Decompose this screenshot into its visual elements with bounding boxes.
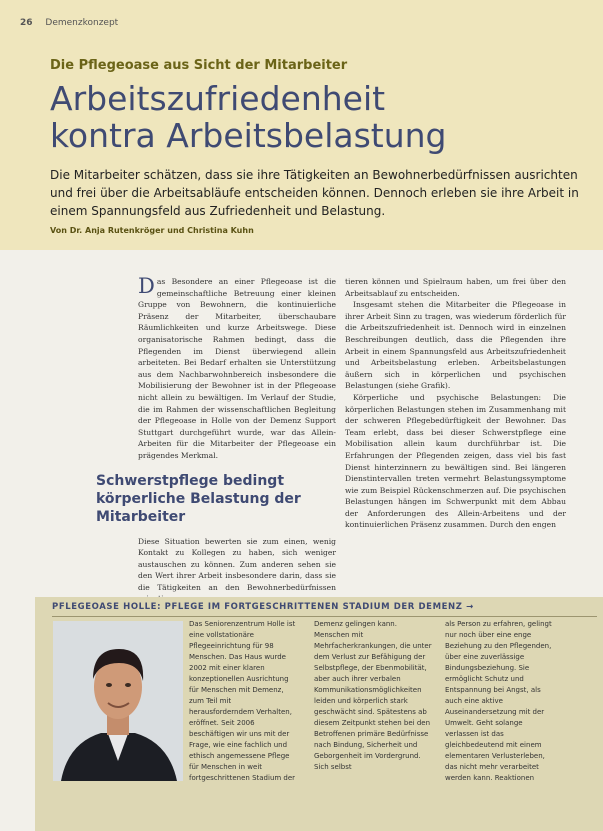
info-box-column-2: Demenz gelingen kann. Menschen mit Mehrfacherkrankungen, die unter dem Verlust zur Befähigung der Selbstpflege, der Ebenmobilität, aber auch ihrer verbalen Kommunikationsmöglichkeiten leiden und körperlich stark geschwächt sind. Spätestens ab diesem Zeitpunkt stehen bei den Betroffenen primäre Bedürfnisse nach Bindung, Sicherheit und Geborgenheit im Vordergrund. Sich selbst [314, 620, 432, 771]
portrait-photo [53, 621, 183, 781]
paragraph: Körperliche und psychische Belastungen: Die körperlichen Belastungen stehen im Zusammenhang mit der schweren Pflegebedürftigkeit der Bewohner. Das Team erlebt, dass bei dieser Schwerstpflege eine Mobilisation allein kaum durchführbar ist. Die Erfahrungen der Pflegenden zeigen, dass viel bis fast Dienst hinterzinnern zu bewältigen sind. Bei längeren Dienstintervallen treten vermehrt Belastungssymptome wie zum Beispiel Rückenschmerzen auf. Die psychischen Belastungen hängen im Schwerpunkt mit dem Abbau der Anforderungen des Allein-Arbeitens und der kontinuierlichen Präsenz zusammen. Durch den engen [345, 392, 566, 530]
page-number: 26 [20, 18, 33, 28]
byline: Von Dr. Anja Rutenkröger und Christina Kuhn [50, 226, 254, 235]
info-box-title: PFLEGEOASE HOLLE: PFLEGE IM FORTGESCHRITTENEN STADIUM DER DEMENZ → [52, 602, 597, 617]
paragraph: tieren können und Spielraum haben, um frei über den Arbeitsablauf zu entscheiden. [345, 277, 566, 298]
paragraph: Insgesamt stehen die Mitarbeiter die Pflegeoase in ihrer Arbeit Sinn zu tragen, was wiederum förderlich für die Arbeitszufriedenheit ist. Dennoch wird in einzelnen Beschreibungen deutlich, dass die Pflegenden ihre Arbeit in einem Spannungsfeld aus Arbeitszufriedenheit und Arbeitsbelastung erleben. Arbeitsbelastungen äußern sich in körperlichen und psychischen Belastungen (siehe Grafik). [345, 300, 566, 391]
paragraph [138, 276, 336, 462]
title-line-2: kontra Arbeitsbelastung [50, 116, 447, 155]
lead-paragraph: Die Mitarbeiter schätzen, dass sie ihre Tätigkeiten an Bewohnerbedürfnissen ausrichten und frei über die Arbeitsabläufe entscheiden können. Dennoch erleben sie ihre Arbeit in einem Spannungsfeld aus Zufriedenheit und Belastung. [50, 168, 579, 218]
info-box-column-3: als Person zu erfahren, gelingt nur noch über eine enge Beziehung zu den Pflegenden, über eine zuverlässige Bindungsbeziehung. Sie ermöglicht Schutz und Entspannung bei Angst, als auch eine aktive Auseinandersetzung mit der Umwelt. Geht solange verlassen ist das gleichbedeutend mit einem elementaren Verlusterleben, das nicht mehr verarbeitet werden kann. Reaktionen [445, 620, 552, 782]
info-box-column-1: Das Seniorenzentrum Holle ist eine vollstationäre Pflegeeinrichtung für 98 Menschen. Das Haus wurde 2002 mit einer klaren konzeptionellen Ausrichtung für Menschen mit Demenz, zum Teil mit herausforderndem Verhalten, eröffnet. Seit 2006 beschäftigen wir uns mit der Frage, wie eine fachlich und ethisch angemessene Pflege für Menschen in weit fortgeschrittenen Stadium der [189, 620, 296, 782]
title-line-1: Arbeitszufriedenheit [50, 79, 386, 118]
article-title [50, 80, 590, 154]
body-column-1 [96, 274, 336, 605]
info-box [35, 597, 603, 831]
kicker: Die Pflegeoase aus Sicht der Mitarbeiter [50, 58, 348, 73]
portrait-illustration [53, 621, 183, 781]
paragraph-text: as Besondere an einer Pflegeoase ist die gemeinschaftliche Betreuung einer kleinen Gruppe von Bewohnern, die kontinuierliche Präsenz der Mitarbeiter, überschaubare Räumlichkeiten und kurze Arbeitswege. Diese organisatorische Rahmen bedingt, dass die Pflegenden im Dienst überwiegend allein arbeiteten. Bei Bedarf erhalten sie Unterstützung aus dem Nachbarwohnbereich insbesondere die Mobilisierung der Bewohner ist in der Pflegeoase nicht allein zu bewältigen. Im Verlauf der Studie, die im Rahmen der wissenschaftlichen Begleitung der Pflegeoase in Holle von der Demenz Support Stuttgart durchgeführt wurde, war das Allein-Arbeiten für die Mitarbeiter der Pflegeoase ein prägendes Merkmal. [138, 277, 336, 460]
running-header [20, 18, 118, 28]
subheading: Schwerstpflege bedingt körperliche Belastung der Mitarbeiter [96, 472, 301, 525]
paragraph: Diese Situation bewerten sie zum einen, wenig Kontakt zu Kollegen zu haben, sich weniger austauschen zu können. Zum anderen sehen sie den Wert ihrer Arbeit insbesondere darin, dass sie die Tätigkeiten an den Bewohnerbedürfnissen [138, 536, 336, 592]
body-column-2 [345, 276, 566, 531]
drop-cap: D [138, 274, 155, 298]
section-name: Demenzkonzept [45, 18, 119, 28]
